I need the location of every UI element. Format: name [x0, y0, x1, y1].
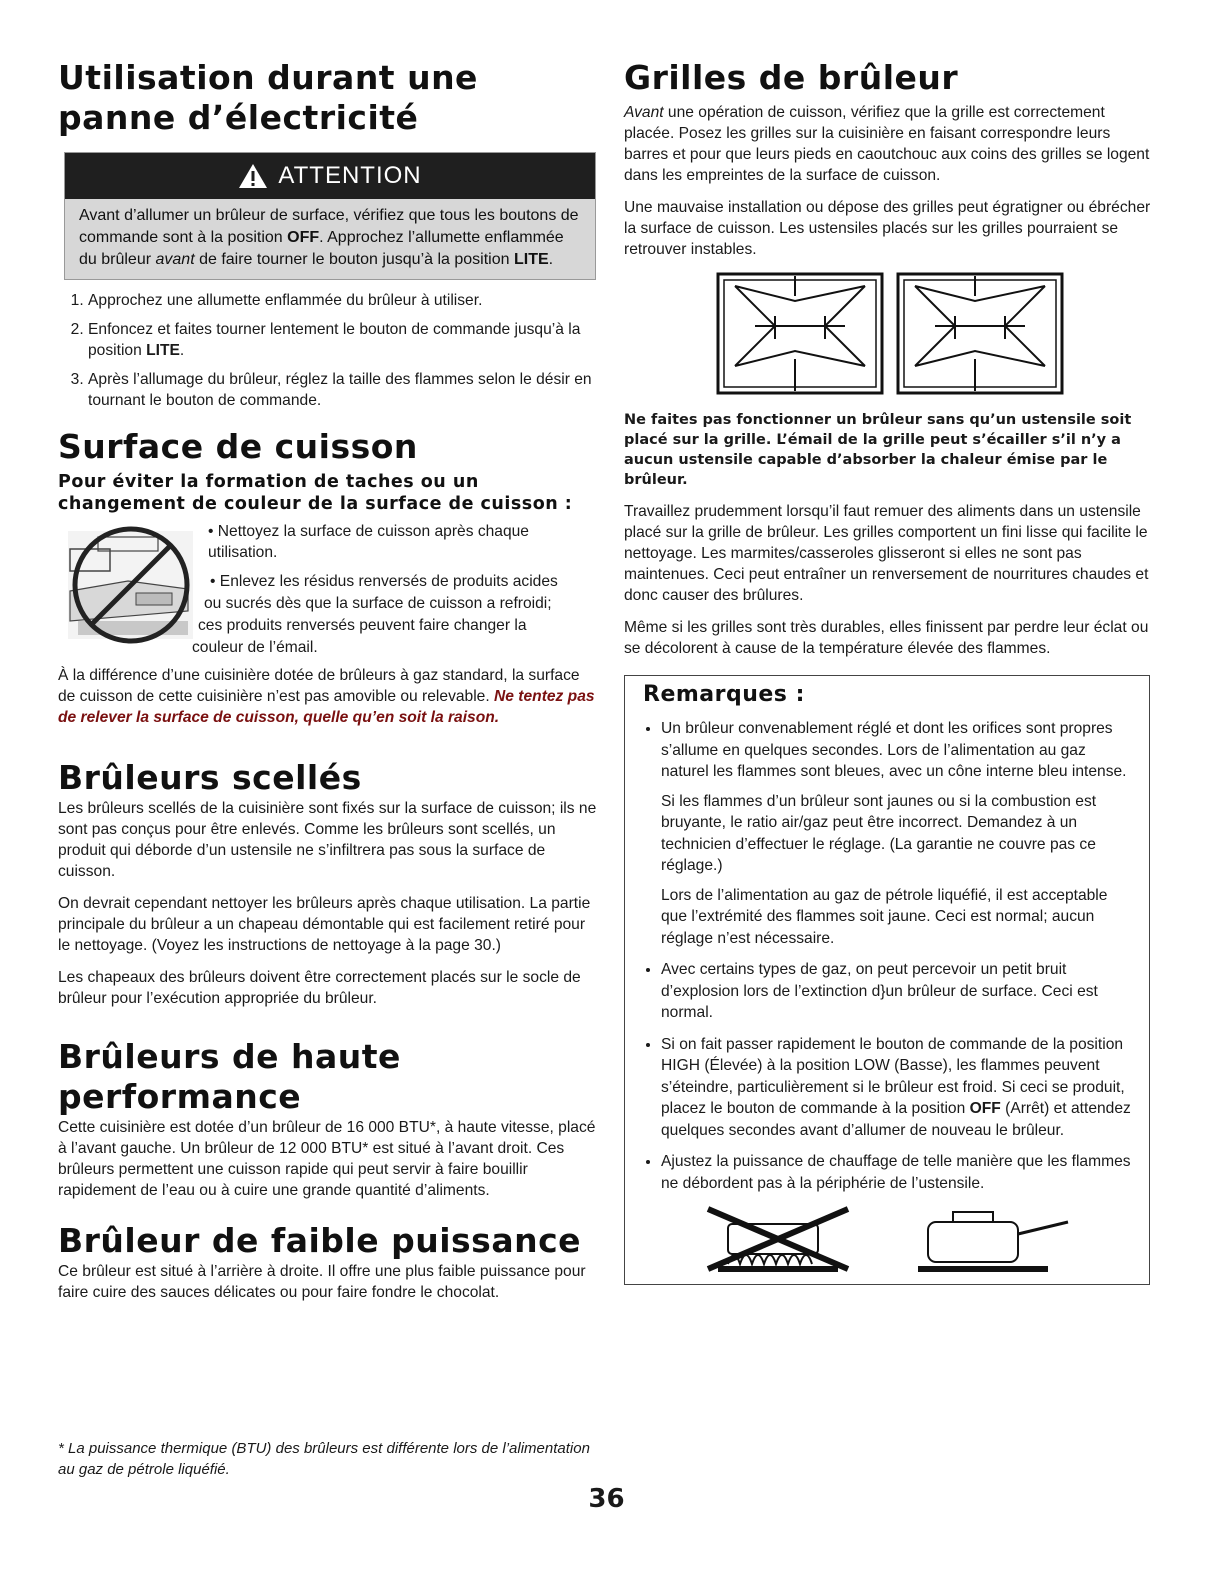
note-subtext: Lors de l’alimentation au gaz de pétrole liquéfié, il est acceptable que l’extrémité des flammes soit jaune. Ceci est normal; aucun réglage n’est nécessaire.: [661, 886, 1108, 947]
correct-flame-icon: [908, 1204, 1078, 1274]
sealed-paragraph-1: Les brûleurs scellés de la cuisinière sont fixés sur la surface de cuisson; ils ne sont pas conçus pour être enlevés. Comme les brûleurs sont scellés, un produit qui déborde d’un ustensile ne s’infiltrera pas sous la surface de cuisson.: [58, 800, 597, 880]
grates-avant: Avant: [624, 104, 664, 121]
page-number: 36: [588, 1484, 625, 1514]
left-grate-icon: [715, 271, 885, 396]
warning-text-part: . Approchez l’allumette enflammée du brûleur: [79, 229, 564, 268]
list-item: [88, 369, 598, 411]
list-item: [661, 1034, 1133, 1142]
warning-lite: LITE: [513, 251, 549, 268]
bullet-acids-1: • Enlevez les résidus renversés de produits acides: [210, 573, 558, 590]
list-item: [661, 718, 1133, 949]
list-item: [88, 319, 598, 361]
right-column: [624, 58, 1156, 1285]
section-title-low-power: Brûleur de faible puissance: [58, 1221, 582, 1260]
section-title-power-outage: [58, 58, 598, 138]
step-text: Approchez une allumette enflammée du brûleur à utiliser.: [88, 292, 483, 309]
grates-paragraph-4: Même si les grilles sont très durables, elles finissent par perdre leur éclat ou se décolorent à cause de la température élevée des flammes.: [624, 619, 1149, 657]
note-subtext: Si les flammes d’un brûleur sont jaunes ou si la combustion est bruyante, le ratio air/gaz peut être incorrect. Demandez à un technicien d’effectuer le réglage. (La garantie ne couvre pas ce réglage.): [661, 792, 1097, 874]
step-text: Après l’allumage du brûleur, réglez la taille des flammes selon le désir en tournant le bouton de commande.: [88, 371, 592, 409]
warning-title: ATTENTION: [278, 162, 422, 189]
grates-paragraph-2: Une mauvaise installation ou dépose des grilles peut égratigner ou ébrécher la surface de cuisson. Les ustensiles placés sur les grilles pourraient se retrouver instables.: [624, 199, 1151, 258]
warning-text: [65, 199, 595, 279]
note-text: (Arrêt) et attendez quelques secondes avant d’allumer de nouveau le brûleur.: [661, 1100, 1131, 1139]
notes-title: Remarques :: [643, 682, 805, 707]
section-title-cooktop: Surface de cuisson: [58, 427, 418, 466]
grates-paragraph-1: [624, 102, 1156, 186]
note-text: Si on fait passer rapidement le bouton de commande de la position HIGH (Élevée) à la position LOW (Basse), les flammes peuvent s’éteindre, particulièrement si le brûleur est froid. Si ceci se produit, placez le bouton de commande à la position: [661, 1035, 1125, 1117]
section-title-grates: Grilles de brûleur: [624, 58, 959, 97]
high-perf-paragraph: Cette cuisinière est dotée d’un brûleur de 16 000 BTU*, à haute vitesse, placé à l’avant gauche. Un brûleur de 12 000 BTU* est situé à l’avant droit. Ces brûleurs permettent une cuisson rapide qui peut servir à faire bouillir rapidement de l’eau ou à cuire une grande quantité d’aliments.: [58, 1119, 596, 1199]
right-grate-icon: [895, 271, 1065, 396]
title-line-1: Utilisation durant une: [58, 58, 478, 97]
bullet-acids-2: ou sucrés dès que la surface de cuisson a refroidi;: [204, 595, 552, 612]
step-text: Enfoncez et faites tourner lentement le bouton de commande jusqu’à la position: [88, 321, 581, 359]
cooktop-warning: Ne tentez pas de relever la surface de cuisson, quelle qu’en soit la raison.: [58, 688, 595, 726]
sealed-paragraph-2: On devrait cependant nettoyer les brûleurs après chaque utilisation. La partie principale du brûleur a un chapeau démontable qui est facilement retiré pour le nettoyage. (Voyez les instructions de nettoyage à la page 30.): [58, 895, 591, 954]
warning-avant: avant: [155, 251, 195, 268]
cooktop-paragraph: [58, 665, 598, 728]
grates-text: une opération de cuisson, vérifiez que la grille est correctement placée. Posez les grilles sur la cuisinière en faisant correspondre leurs barres et pour que leurs pieds en caoutchouc aux coins des grilles se logent dans les empreintes de la surface de cuisson.: [624, 104, 1150, 184]
low-power-paragraph: Ce brûleur est situé à l’arrière à droite. Il offre une plus faible puissance pour faire cuire des sauces délicates ou pour faire fondre le chocolat.: [58, 1263, 586, 1301]
warning-text-part: de faire tourner le bouton jusqu’à la position: [194, 251, 514, 268]
section-title-high-performance: Brûleurs de haute performance: [58, 1037, 401, 1116]
warning-text-part: .: [548, 251, 554, 268]
left-column: [58, 58, 598, 1314]
section-title-sealed-burners: Brûleurs scellés: [58, 758, 362, 797]
bullet-clean: • Nettoyez la surface de cuisson après chaque utilisation.: [208, 523, 529, 561]
warning-triangle-icon: [238, 163, 268, 189]
no-lift-cooktop-icon: [58, 521, 204, 649]
note-off: OFF: [969, 1100, 1001, 1117]
title-line-2: panne d’électricité: [58, 98, 419, 137]
lighting-steps: [58, 290, 598, 411]
cooktop-subtitle: Pour éviter la formation de taches ou un changement de couleur de la surface de cuisson :: [58, 472, 573, 514]
notes-box: [624, 675, 1150, 1285]
warning-text-part: Avant d’allumer un brûleur de surface, vérifiez que tous les boutons de commande sont à la position: [79, 207, 579, 246]
list-item: • Avec certains types de gaz, on peut percevoir un petit bruit d’explosion lors de l’extinction d}un brûleur de surface. Ceci est normal.: [661, 959, 1133, 1024]
cooktop-text: À la différence d’une cuisinière dotée de brûleurs à gaz standard, la surface de cuisson de cette cuisinière n’est pas amovible ou relevable.: [58, 667, 580, 705]
footnote: * La puissance thermique (BTU) des brûleurs est différente lors de l’alimentation au gaz de pétrole liquéfié.: [58, 1440, 590, 1478]
notes-list: [643, 718, 1133, 1194]
step-lite: LITE: [146, 342, 180, 359]
note-text: Un brûleur convenablement réglé et dont les orifices sont propres s’allume en quelques secondes. Lors de l’alimentation au gaz naturel les flammes sont bleues, avec un cône interne bleu intense.: [661, 720, 1127, 780]
list-item: [88, 290, 598, 311]
warning-off: OFF: [287, 229, 320, 246]
grates-warning: Ne faites pas fonctionner un brûleur sans qu’un ustensile soit placé sur la grille. L’émail de la grille peut s’écailler s’il n’y a aucun ustensile capable d’absorber la chaleur émise par le brûleur.: [624, 412, 1132, 488]
sealed-paragraph-3: Les chapeaux des brûleurs doivent être correctement placés sur le socle de brûleur pour l’exécution appropriée du brûleur.: [58, 969, 581, 1007]
list-item: • Ajustez la puissance de chauffage de telle manière que les flammes ne débordent pas à la périphérie de l’ustensile.: [661, 1151, 1133, 1194]
bullet-acids-3: ces produits renversés peuvent faire changer la: [198, 617, 527, 634]
bullet-acids-4: couleur de l’émail.: [192, 639, 318, 656]
flame-illustration: [643, 1204, 1133, 1274]
step-text: .: [179, 342, 185, 359]
grates-illustration: [624, 271, 1156, 396]
grates-paragraph-3: Travaillez prudemment lorsqu’il faut remuer des aliments dans un ustensile placé sur la grille de brûleur. Les grilles comportent un fini lisse qui facilite le nettoyage. Les marmites/casseroles glisseront si elles ne sont pas maintenues. Ceci peut entraîner un renversement de nourritures chaudes et donc causer des brûlures.: [624, 503, 1149, 604]
wrong-flame-icon: [698, 1204, 868, 1274]
warning-header: [65, 153, 595, 199]
cooktop-illustration-area: [58, 521, 598, 656]
warning-box: [64, 152, 596, 280]
